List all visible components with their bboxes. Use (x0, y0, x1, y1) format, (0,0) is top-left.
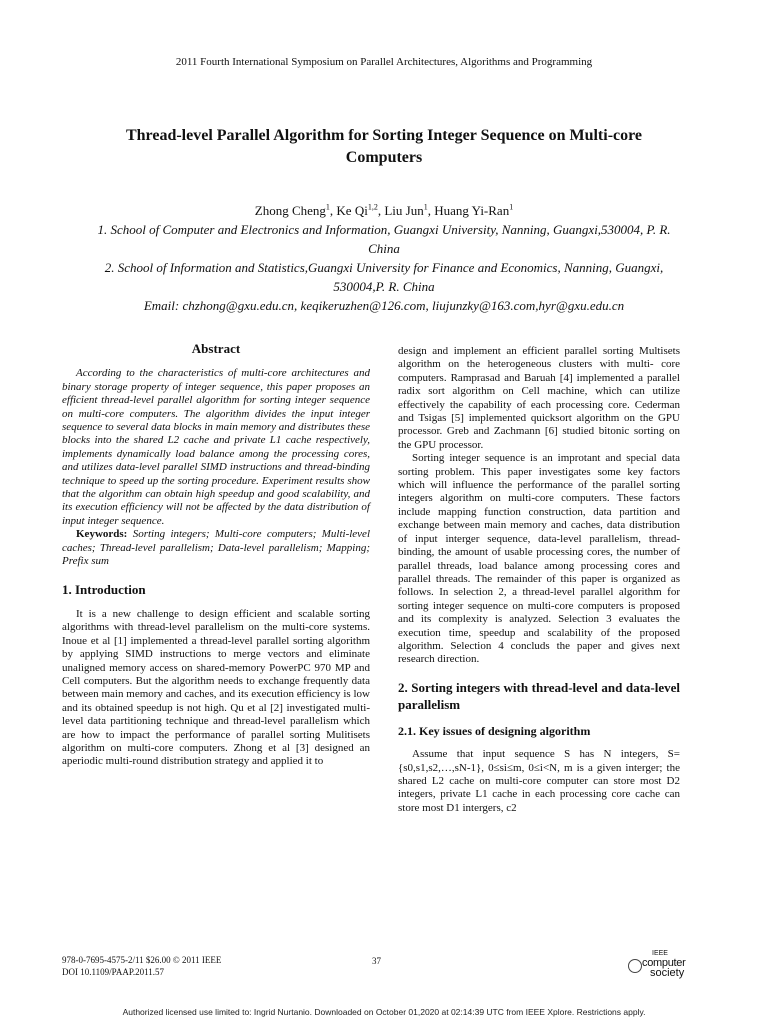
intro-paragraph-2: Sorting integer sequence is an improtant and special data sorting problem. This paper investigates some key factors which will influence the performance of the parallel sorting integers algorithm on multi-core computers. These factors include mapping function construction, data partition and exchange between main memory and caches, data distribution of input interger sequence, data-level parallelism, thread-binding, the amount of usable processing cores, the number of parallel threads, load balance among processing cores and parallel threads. The remainder of this paper is organized as follows. In selection 2, a thread-level parallel algorithm for sorting integer sequence on multi-core computers is proposed and its complexity is analyzed. Selection 3 evaluates the execution time, speedup and scalability of the proposed algorithm. Selection 4 concluds the paper and gives next research direction. (398, 452, 680, 666)
author-sup: 1 (325, 202, 330, 212)
keywords-text: Sorting integers; Multi-core computers; Multi-level caches; Thread-level parallelism; Data-level parallelism; Mapping; Prefix sum (62, 528, 370, 568)
conference-header: 2011 Fourth International Symposium on Parallel Architectures, Algorithms and Programming (175, 56, 593, 68)
author-sup: 1 (423, 202, 428, 212)
logo-ieee-text: IEEE (652, 950, 668, 957)
author-name: Liu Jun (384, 203, 424, 218)
right-column (398, 345, 680, 815)
logo-society-text: society (650, 967, 685, 979)
abstract-heading: Abstract (191, 341, 241, 356)
author-emails: Email: chzhong@gxu.edu.cn, keqikeruzhen@126.com, liujunzky@163.com,hyr@gxu.edu.cn (143, 298, 625, 313)
intro-continued-paragraph: design and implement an efficient parallel sorting Multisets algorithm on the heterogeneous clusters with multi- core computers. Ramprasad and Baruah [4] implemented a parallel radix sort algorithm on Cell machine, which can utilize effectively the capability of each processing core. Cederman and Tsigas [5] implemented quicksort algorithm on the GPU processor. Greb and Zachmann [6] studied bitonic sorting on the GPU processor. (398, 345, 680, 451)
footer-publication-info (62, 954, 221, 978)
keywords-label: Keywords: (76, 528, 128, 541)
abstract-text: According to the characteristics of multi-core architectures and binary storage property of integer sequence, this paper proposes an efficient thread-level parallel algorithm for sorting integer sequence on multi-core computers. The algorithm divides the input integer sequence to several data blocks in main memory and distributes these blocks into the shared L2 cache and private L1 cache respectively, implements dynamically load balance among the processing cores, and utilizes data-level parallel SIMD instructions and thread-binding technique to speed up the sorting procedure. Experiment results show that the algorithm can obtain high speedup and good scalability, and its execution efficiency will not be affected by the data distribution of input integer sequence. (62, 367, 370, 527)
affiliation-2: 2. School of Information and Statistics,Guangxi University for Finance and Economics, Nanning, Guangxi, 530004,P. R. China (104, 260, 664, 294)
author-name: Ke Qi (336, 203, 368, 218)
left-column (62, 342, 370, 769)
author-block (90, 201, 678, 315)
footer-isbn: 978-0-7695-4575-2/11 $26.00 © 2011 IEEE (62, 955, 222, 965)
intro-paragraph: It is a new challenge to design efficient and scalable sorting algorithms with thread-level parallelism on the multi-core systems. Inoue et al [1] implemented a thread-level parallel sorting algorithm by applying SIMD instructions to merge vectors and eliminate unaligned memory access on shared-memory PowerPC 970 MP and Cell computers. But the algorithm needs to exchange frequently data between main memory and caches, and its execution efficiency is low and its obtained speedup is not high. Qu et al [2] investigated multi-level data partitioning technique and thread-level parallelism which are how to impact the performance of parallel sorting Mulitisets algorithm on multi-core computers. Zhong et al [3] designed an aperiodic multi-round distribution strategy and applied it to (62, 607, 370, 768)
ieee-computer-society-logo (628, 950, 698, 980)
author-sup: 1,2 (367, 202, 378, 212)
paper-title: Thread-level Parallel Algorithm for Sorting Integer Sequence on Multi-core Computers (125, 127, 643, 166)
subsection-heading-2-1: 2.1. Key issues of designing algorithm (398, 723, 591, 738)
author-name: Huang Yi-Ran (434, 203, 510, 218)
keywords (62, 528, 370, 568)
globe-icon (628, 959, 642, 973)
section-2-1-paragraph: Assume that input sequence S has N integers, S={s0,s1,s2,…,sN-1}, 0≤si≤m, 0≤i<N, m is a given interger; the shared L2 cache on multi-core computer can store most D2 integers, private L1 cache in each processing core cache can store most D1 intergers, c2 (398, 748, 680, 814)
section-heading-introduction: 1. Introduction (62, 581, 146, 597)
authorized-use-notice: Authorized licensed use limited to: Ingrid Nurtanio. Downloaded on October 01,2020 at 02:14:39 UTC from IEEE Xplore. Restrictions apply. (122, 1007, 646, 1017)
author-list: Zhong Cheng$^1$, Ke Qi$^{1,2}$, Liu Jun$^1$, Huang Yi-Ran$^1$ (254, 202, 514, 218)
logo-computer-text: computer (642, 957, 686, 969)
page-number: 37 (372, 956, 381, 966)
author-name: Zhong Cheng (254, 203, 326, 218)
author-sup: 1 (509, 202, 514, 212)
footer-doi: DOI 10.1109/PAAP.2011.57 (62, 967, 165, 977)
affiliation-1: 1. School of Computer and Electronics and Information, Guangxi University, Nanning, Guangxi,530004, P. R. China (97, 222, 671, 256)
section-heading-2: 2. Sorting integers with thread-level and data-level parallelism (398, 679, 680, 712)
